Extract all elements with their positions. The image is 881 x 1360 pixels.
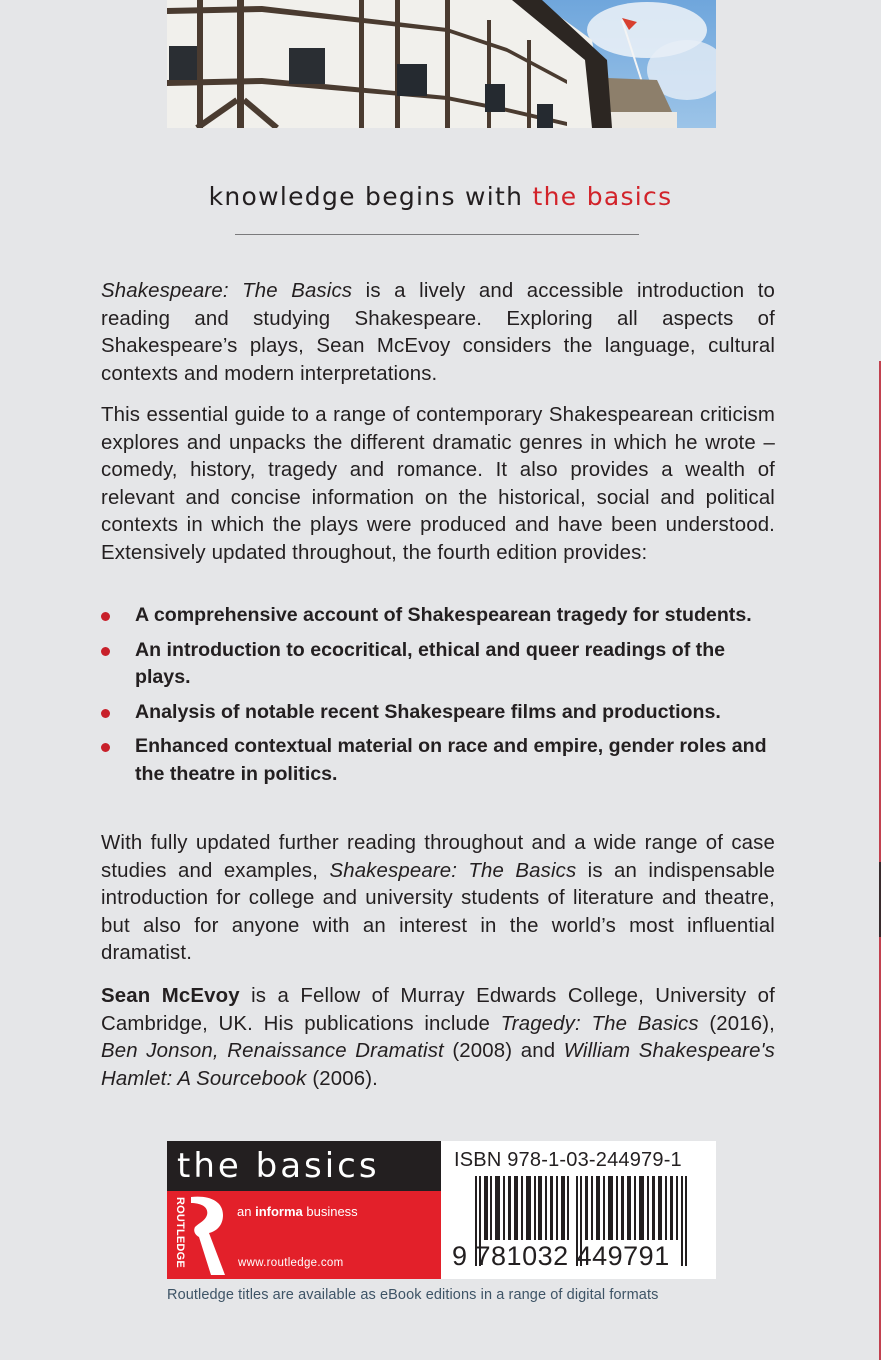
description-paragraph-1	[101, 278, 775, 401]
publisher-name-vertical: ROUTLEDGE	[174, 1197, 186, 1268]
bio-text: (2006).	[306, 1067, 378, 1090]
informa-suffix: business	[302, 1204, 358, 1219]
bullet-item	[101, 637, 781, 692]
publication-title: Tragedy: The Basics	[500, 1012, 699, 1035]
bullet-text: A comprehensive account of Shakespearean tragedy for students.	[135, 604, 752, 626]
globe-theatre-image	[167, 0, 716, 128]
informa-brand: informa	[255, 1204, 303, 1219]
publisher-logo-block	[167, 1141, 441, 1279]
bullet-item	[101, 733, 781, 788]
informa-tagline	[237, 1204, 358, 1219]
bio-text: is a Fellow of Murray Edwards College, University of Cambridge, UK. His publications include	[101, 985, 775, 1035]
bullet-dot-icon	[101, 612, 110, 621]
ebook-availability-note: Routledge titles are available as eBook editions in a range of digital formats	[167, 1287, 659, 1303]
series-tagline	[0, 182, 881, 211]
publisher-website[interactable]: www.routledge.com	[238, 1257, 344, 1269]
series-name: the basics	[167, 1141, 441, 1191]
bullet-item	[101, 699, 781, 727]
paragraph-text: is a lively and accessible introduction to reading and studying Shakespeare. Exploring all aspects of Shakespeare’s plays, Sean McEvoy considers the language, cultural contexts and modern interpretations.	[101, 280, 775, 385]
routledge-panel	[167, 1191, 441, 1279]
isbn-label: ISBN 978-1-03-244979-1	[454, 1149, 682, 1171]
author-name: Sean McEvoy	[101, 985, 240, 1007]
tagline-accent: the basics	[532, 182, 673, 211]
bullet-item	[101, 602, 781, 630]
publication-title: Ben Jonson, Renaissance Dramatist	[101, 1040, 444, 1062]
bullet-text: An introduction to ecocritical, ethical and queer readings of the plays.	[135, 638, 726, 688]
bullet-text: Enhanced contextual material on race and empire, gender roles and the theatre in politics.	[135, 735, 767, 785]
isbn-digits: 9 781032 449791	[452, 1241, 670, 1271]
cover-photo	[167, 0, 716, 128]
informa-prefix: an	[237, 1204, 256, 1219]
book-title-italic: Shakespeare: The Basics	[101, 280, 353, 302]
bio-text: (2016),	[698, 1012, 775, 1035]
tagline-divider	[235, 234, 639, 235]
publication-title: William Shakespeare's Hamlet: A Sourcebook	[101, 1040, 775, 1090]
paragraph-text: With fully updated further reading throughout and a wide range of case studies and examples,	[101, 832, 775, 882]
bullet-text: Analysis of notable recent Shakespeare films and productions.	[135, 700, 721, 723]
author-bio	[101, 983, 775, 1106]
bullet-dot-icon	[101, 709, 110, 718]
bullet-dot-icon	[101, 743, 110, 752]
paragraph-text: is an indispensable introduction for college and university students of literature and theatre, but also for anyone with an interest in the world’s most influential dramatist.	[101, 859, 775, 964]
isbn-barcode-block	[441, 1141, 716, 1279]
description-paragraph-3	[101, 830, 775, 981]
bullet-dot-icon	[101, 647, 110, 656]
bio-text: (2008) and	[443, 1040, 564, 1062]
feature-bullet-list	[101, 602, 781, 795]
routledge-r-logo-icon	[185, 1195, 229, 1277]
paragraph-text: This essential guide to a range of contemporary Shakespearean criticism explores and unpacks the different dramatic genres in which he wrote – comedy, history, tragedy and romance. It also provides a wealth of relevant and concise information on the historical, social and political contexts in which the plays were produced and have been understood. Extensively updated throughout, the fourth edition provides:	[101, 404, 775, 564]
tagline-prefix: knowledge begins with	[208, 182, 533, 211]
description-paragraph-2	[101, 402, 775, 580]
book-title-italic: Shakespeare: The Basics	[329, 859, 577, 882]
